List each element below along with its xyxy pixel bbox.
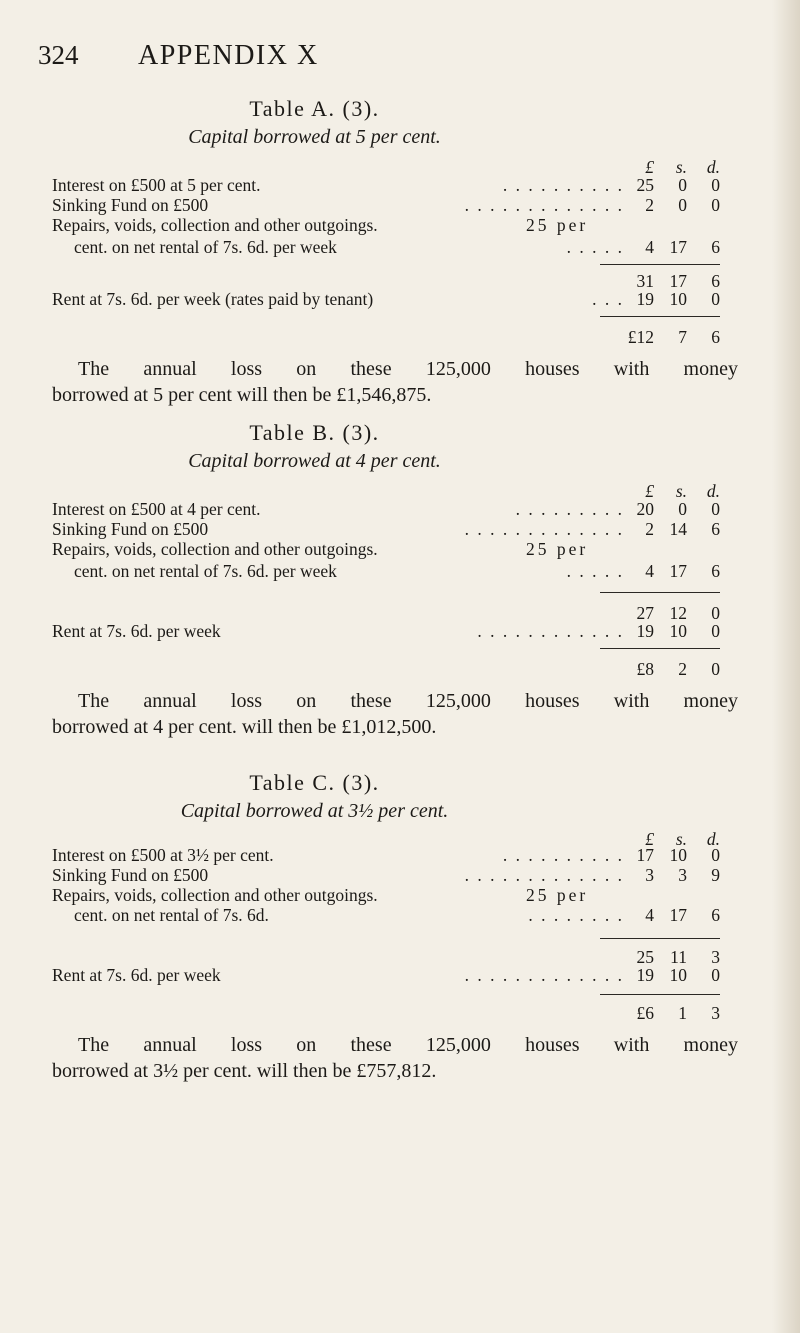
pence-value: 0 — [711, 965, 720, 985]
pounds-value: 19 — [636, 621, 654, 641]
sum-rule — [600, 316, 720, 317]
leader-dots: . . . . . . . . . . . . . — [464, 865, 624, 885]
pounds-value: 2 — [645, 195, 654, 215]
shillings-value: 17 — [669, 905, 687, 925]
page-edge-shadow — [772, 0, 800, 1333]
pence-value: 0 — [711, 289, 720, 309]
table-title: Table A. (3). — [249, 96, 380, 121]
table-title: Table C. (3). — [249, 770, 380, 795]
table-row — [52, 518, 720, 540]
page-number: 324 — [38, 40, 79, 70]
shillings-value: 3 — [678, 865, 687, 885]
table-row — [52, 844, 720, 866]
shillings-value: 12 — [669, 603, 687, 623]
row-label: Sinking Fund on £500 — [52, 865, 209, 885]
table-row — [52, 214, 720, 236]
row-label-tail: 25 per — [526, 215, 589, 235]
row-label: Rent at 7s. 6d. per week — [52, 621, 221, 641]
leader-dots: . . . . . . . . . . . . . — [464, 195, 624, 215]
shillings-value: 11 — [670, 947, 687, 967]
sum-rule — [600, 994, 720, 995]
summary-line: borrowed at 3½ per cent. will then be £757,812. — [52, 1060, 437, 1082]
pence-value: 0 — [711, 845, 720, 865]
row-label: Sinking Fund on £500 — [52, 519, 209, 539]
pence-header: d. — [706, 829, 720, 849]
sum-rule — [600, 264, 720, 265]
shillings-value: 10 — [669, 965, 687, 985]
summary-paragraph — [52, 688, 738, 740]
row-label-tail: 25 per — [526, 885, 589, 905]
pence-value: 0 — [711, 175, 720, 195]
pence-value: 6 — [711, 237, 720, 257]
table-row — [52, 174, 720, 196]
shillings-header: s. — [675, 481, 687, 501]
sum-rule — [600, 648, 720, 649]
summary-paragraph — [52, 1032, 738, 1084]
rent-row — [52, 964, 720, 986]
leader-dots: . . . . . . . . . . . . . — [464, 519, 624, 539]
pence-value: 6 — [711, 327, 720, 347]
summary-paragraph — [52, 356, 738, 408]
shillings-value: 14 — [669, 519, 687, 539]
pounds-value: 3 — [645, 865, 654, 885]
rent-row — [52, 288, 720, 310]
table-row — [52, 194, 720, 216]
pounds-value: 25 — [636, 175, 654, 195]
table-row — [52, 236, 720, 258]
summary-line: The annual loss on these 125,000 houses with money — [78, 690, 738, 712]
row-label: Repairs, voids, collection and other outgoings. — [52, 885, 378, 905]
pence-value: 6 — [711, 271, 720, 291]
total-row — [52, 1002, 720, 1024]
pounds-value: 17 — [636, 845, 654, 865]
shillings-value: 17 — [669, 271, 687, 291]
leader-dots: . . . . . . . . — [528, 905, 624, 925]
pence-value: 3 — [711, 947, 720, 967]
summary-line: borrowed at 4 per cent. will then be £1,012,500. — [52, 716, 437, 738]
pounds-value: £8 — [636, 659, 654, 679]
pence-header: d. — [706, 481, 720, 501]
shillings-value: 0 — [678, 195, 687, 215]
shillings-value: 10 — [669, 289, 687, 309]
sum-rule — [600, 592, 720, 593]
leader-dots: . . . . . . . . . . — [502, 175, 624, 195]
pence-value: 0 — [711, 195, 720, 215]
pounds-value: 20 — [636, 499, 654, 519]
shillings-value: 7 — [678, 327, 687, 347]
shillings-header: s. — [675, 157, 687, 177]
pence-value: 6 — [711, 905, 720, 925]
shillings-value: 2 — [678, 659, 687, 679]
table-subtitle: Capital borrowed at 5 per cent. — [188, 126, 441, 148]
pounds-value: 4 — [645, 561, 654, 581]
shillings-value: 0 — [678, 499, 687, 519]
leader-dots: . . . . . . . . . — [515, 499, 624, 519]
table-row — [52, 498, 720, 520]
shillings-value: 10 — [669, 621, 687, 641]
sum-rule — [600, 938, 720, 939]
row-label: Rent at 7s. 6d. per week (rates paid by tenant) — [52, 289, 374, 309]
running-title: APPENDIX X — [138, 40, 319, 71]
table-row — [52, 864, 720, 886]
row-label: Interest on £500 at 3½ per cent. — [52, 845, 274, 865]
pence-header: d. — [706, 157, 720, 177]
row-label: Interest on £500 at 4 per cent. — [52, 499, 261, 519]
row-label: Rent at 7s. 6d. per week — [52, 965, 221, 985]
total-row — [52, 658, 720, 680]
pence-value: 9 — [711, 865, 720, 885]
table-row — [52, 538, 720, 560]
shillings-value: 17 — [669, 237, 687, 257]
shillings-value: 17 — [669, 561, 687, 581]
pounds-value: 31 — [636, 271, 654, 291]
table-title: Table B. (3). — [249, 420, 380, 445]
shillings-value: 1 — [678, 1003, 687, 1023]
pounds-value: 27 — [636, 603, 654, 623]
pounds-value: £6 — [636, 1003, 654, 1023]
leader-dots: . . . . . — [566, 237, 624, 257]
row-label: Interest on £500 at 5 per cent. — [52, 175, 261, 195]
pence-value: 3 — [711, 1003, 720, 1023]
shillings-header: s. — [675, 829, 687, 849]
shillings-value: 0 — [678, 175, 687, 195]
pounds-value: 19 — [636, 965, 654, 985]
total-row — [52, 326, 720, 348]
pence-value: 0 — [711, 621, 720, 641]
pence-value: 0 — [711, 603, 720, 623]
pence-value: 0 — [711, 499, 720, 519]
pence-value: 0 — [711, 659, 720, 679]
shillings-value: 10 — [669, 845, 687, 865]
leader-dots: . . . . . . . . . . . . . — [464, 965, 624, 985]
row-label: cent. on net rental of 7s. 6d. per week — [74, 237, 337, 257]
leader-dots: . . . — [592, 289, 624, 309]
pence-value: 6 — [711, 519, 720, 539]
row-label: Repairs, voids, collection and other outgoings. — [52, 539, 378, 559]
row-label: cent. on net rental of 7s. 6d. — [74, 905, 269, 925]
pounds-value: 4 — [645, 237, 654, 257]
row-label: Sinking Fund on £500 — [52, 195, 209, 215]
summary-line: The annual loss on these 125,000 houses with money — [78, 1034, 738, 1056]
pounds-header: £ — [645, 157, 654, 177]
pence-value: 6 — [711, 561, 720, 581]
summary-line: The annual loss on these 125,000 houses with money — [78, 358, 738, 380]
table-subtitle: Capital borrowed at 3½ per cent. — [180, 800, 449, 822]
leader-dots: . . . . . — [566, 561, 624, 581]
pounds-value: 4 — [645, 905, 654, 925]
page-header — [38, 40, 598, 80]
leader-dots: . . . . . . . . . . — [502, 845, 624, 865]
table-row — [52, 560, 720, 582]
summary-line: borrowed at 5 per cent will then be £1,546,875. — [52, 384, 432, 406]
pounds-header: £ — [645, 829, 654, 849]
table-subtitle: Capital borrowed at 4 per cent. — [188, 450, 441, 472]
row-label: cent. on net rental of 7s. 6d. per week — [74, 561, 337, 581]
table-row — [52, 904, 720, 926]
row-label-tail: 25 per — [526, 539, 589, 559]
pounds-value: 2 — [645, 519, 654, 539]
pounds-value: £12 — [627, 327, 654, 347]
pounds-header: £ — [645, 481, 654, 501]
rent-row — [52, 620, 720, 642]
pounds-value: 19 — [636, 289, 654, 309]
pounds-value: 25 — [636, 947, 654, 967]
leader-dots: . . . . . . . . . . . . — [477, 621, 624, 641]
table-row — [52, 884, 720, 906]
row-label: Repairs, voids, collection and other outgoings. — [52, 215, 378, 235]
